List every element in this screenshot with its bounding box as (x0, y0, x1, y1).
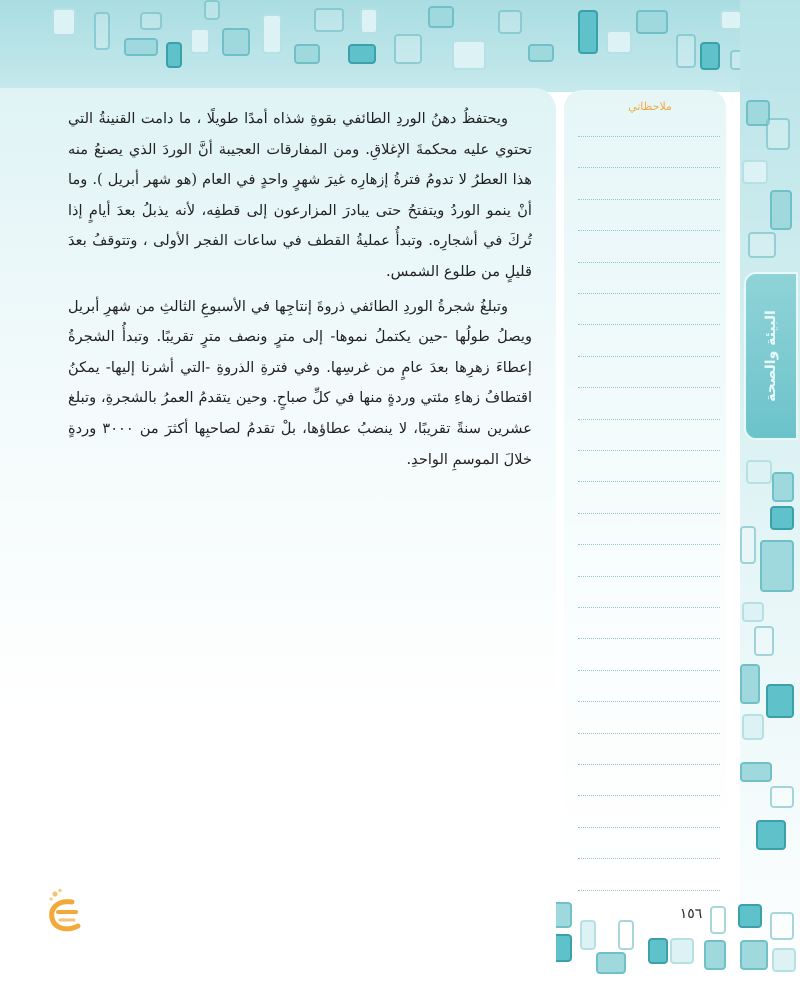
top-decorative-band (0, 0, 800, 92)
decor-tile (166, 42, 182, 68)
decor-tile (262, 14, 282, 54)
note-line (578, 544, 720, 545)
note-line (578, 262, 720, 263)
decor-tile (754, 626, 774, 656)
decor-tile (578, 10, 598, 54)
article-body (68, 104, 532, 479)
notes-title: ملاحظاتي (628, 100, 672, 113)
note-line (578, 576, 720, 577)
note-line (578, 481, 720, 482)
decor-tile (772, 472, 794, 502)
decor-tile (394, 34, 422, 64)
article-paragraph: ويحتفظُ دهنُ الوردِ الطائفي بقوةِ شذاه أمدًا طويلًا ، ما دامت القنينةُ التي تحتوي عليه محكمةَ الإغلاقِ. ومن المفارقات العجيبة أنَّ الوردَ الذي يصنعُ منه هذا العطرُ لا تدومُ فترةُ إزهارِه غيرَ شهرٍ واحدٍ في العام (هو شهر أبريل ). وما أنْ ينمو الوردُ ويتفتحُ حتى يبادرَ المزارعون إلى قطفِه، لأنه يذبلُ بعدَ أيامٍ إذا تُركَ في أشجارِه. وتبدأُ عمليةُ القطف في ساعات الفجر الأولى ، وتتوقفُ بعدَ قليلٍ من طلوع الشمس. (68, 110, 532, 280)
note-line (578, 701, 720, 702)
decor-tile (428, 6, 454, 28)
section-tab-label: البيئة والصحة (763, 310, 779, 402)
decor-tile (676, 34, 696, 68)
decor-tile (770, 912, 794, 940)
note-line (578, 136, 720, 137)
decor-tile (498, 10, 522, 34)
note-line (578, 356, 720, 357)
right-decorative-band (740, 0, 800, 985)
note-line (578, 764, 720, 765)
note-line (578, 230, 720, 231)
decor-tile (740, 762, 772, 782)
decor-tile (190, 28, 210, 54)
decor-tile (204, 0, 220, 20)
decor-tile (222, 28, 250, 56)
decor-tile (528, 44, 554, 62)
decor-tile (756, 820, 786, 850)
decor-tile (580, 920, 596, 950)
decor-tile (766, 684, 794, 718)
decor-tile (140, 12, 162, 30)
decor-tile (770, 786, 794, 808)
decor-tile (770, 190, 792, 230)
decor-tile (700, 42, 720, 70)
note-line (578, 733, 720, 734)
decor-tile (348, 44, 376, 64)
decor-tile (740, 664, 760, 704)
decor-tile (670, 938, 694, 964)
note-line (578, 890, 720, 891)
note-line (578, 513, 720, 514)
note-line (578, 638, 720, 639)
decor-tile (636, 10, 668, 34)
decor-tile (360, 8, 378, 34)
decor-tile (742, 160, 768, 184)
decor-tile (314, 8, 344, 32)
decor-tile (770, 506, 794, 530)
decor-tile (746, 460, 772, 484)
decor-tile (52, 8, 76, 36)
note-line (578, 858, 720, 859)
publisher-logo (44, 888, 86, 934)
note-line (578, 607, 720, 608)
note-line (578, 827, 720, 828)
decor-tile (740, 940, 768, 970)
decor-tile (720, 10, 742, 30)
decor-tile (648, 938, 668, 964)
decor-tile (740, 526, 756, 564)
decor-tile (618, 920, 634, 950)
decor-tile (452, 40, 486, 70)
decor-tile (710, 906, 726, 934)
decor-tile (766, 118, 790, 150)
note-line (578, 670, 720, 671)
decor-tile (294, 44, 320, 64)
decor-tile (742, 714, 764, 740)
note-line (578, 795, 720, 796)
notes-panel (564, 90, 726, 875)
article-paragraph: وتبلغُ شجرةُ الوردِ الطائفي ذروةَ إنتاجِها في الأسبوعِ الثالثِ من شهرِ أبريل ويصلُ طولُها -حين يكتملُ نموها- إلى مترٍ ونصف مترٍ تقريبًا. وتبدأُ الشجرةُ إعطاءَ زهرِها بعدَ عامٍ من غرسِها. وفي فترةِ الذروةِ -التي أشرنا إليها- يمكنُ اقتطافُ زهاءِ مئتي وردةٍ منها في كلِّ صباحٍ. وحين يتقدمُ العمرُ بالشجرةِ، وتبلغ عشرين سنةً تقريبًا، لا ينضبُ عطاؤها، بلْ تقدمُ لصاحبِها أكثرَ من ٣٠٠٠ وردةٍ خلالَ الموسمِ الواحدِ. (68, 297, 532, 468)
decor-tile (94, 12, 110, 50)
page-number: ١٥٦ (679, 906, 703, 922)
note-line (578, 450, 720, 451)
decor-tile (748, 232, 776, 258)
decor-tile (606, 30, 632, 54)
decor-tile (124, 38, 158, 56)
note-line (578, 167, 720, 168)
publisher-logo-icon (44, 888, 86, 934)
decor-tile (760, 540, 794, 592)
note-line (578, 324, 720, 325)
note-line (578, 419, 720, 420)
note-line (578, 199, 720, 200)
decor-tile (742, 602, 764, 622)
note-line (578, 387, 720, 388)
decor-tile (596, 952, 626, 974)
note-line (578, 293, 720, 294)
decor-tile (738, 904, 762, 928)
section-tab (744, 272, 798, 440)
decor-tile (772, 948, 796, 972)
decor-tile (704, 940, 726, 970)
